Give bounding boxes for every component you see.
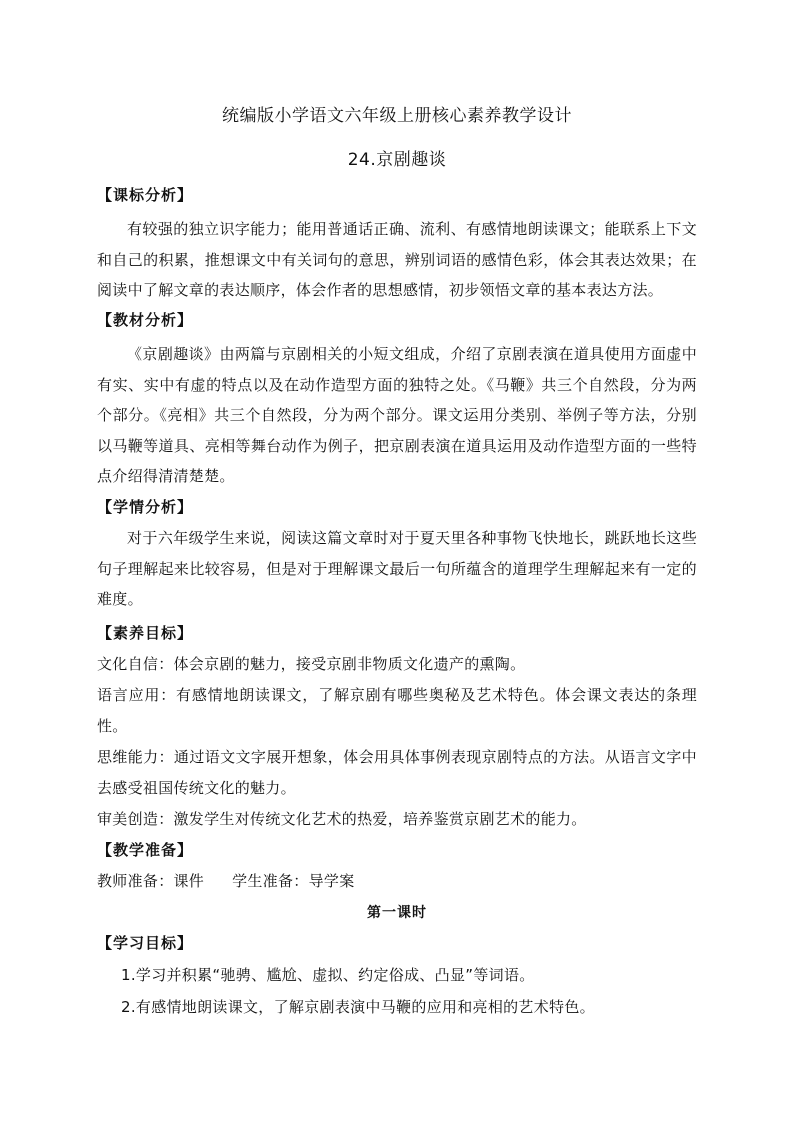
goal-aesthetic: 审美创造：激发学生对传统文化艺术的热爱，培养鉴赏京剧艺术的能力。 [97,810,587,828]
textbook-text: 《京剧趣谈》由两篇与京剧相关的小短文组成，介绍了京剧表演在道具使用方面虚中有实、实中有虚的特点以及在动作造型方面的独特之处。《马鞭》共三个自然段，分为两个部分。《亮相》共三个自然段，分为两个部分。课文运用分类别、举例子等方法，分别以马鞭等道具、亮相等舞台动作为例子，把京剧表演在道具运用及动作造型方面的一些特点介绍得清清楚楚。 [97,345,697,485]
learning-goal-2: 2.有感情地朗读课文，了解京剧表演中马鞭的应用和亮相的艺术特色。 [121,998,595,1016]
student-preparation: 学生准备：导学案 [232,872,355,890]
learning-goals-heading: 【学习目标】 [97,934,194,952]
students-text: 对于六年级学生来说，阅读这篇文章时对于夏天里各种事物飞快地长，跳跃地长这些句子理解起来比较容易，但是对于理解课文最后一句所蕴含的道理学生理解起来有一定的难度。 [97,529,697,608]
curriculum-text: 有较强的独立识字能力；能用普通话正确、流利、有感情地朗读课文；能联系上下文和自己的积累，推想课文中有关词句的意思，辨别词语的感情色彩，体会其表达效果；在阅读中了解文章的表达顺序，体会作者的思想感情，初步领悟文章的基本表达方法。 [97,220,697,299]
goal-culture: 文化自信：体会京剧的魅力，接受京剧非物质文化遗产的熏陶。 [97,655,526,673]
teacher-preparation: 教师准备：课件 [97,872,205,890]
document-title: 统编版小学语文六年级上册核心素养教学设计 [222,106,572,126]
lesson-title: 24.京剧趣谈 [347,150,447,170]
goal-thinking: 思维能力：通过语文文字展开想象，体会用具体事例表现京剧特点的方法。从语言文字中去感受祖国传统文化的魅力。 [97,748,697,797]
lesson-period-label: 第一课时 [367,905,427,921]
students-heading: 【学情分析】 [97,498,194,516]
curriculum-heading: 【课标分析】 [97,186,194,204]
goal-language: 语言应用：有感情地朗读课文，了解京剧有哪些奥秘及艺术特色。体会课文表达的条理性。 [97,686,697,735]
preparation-line [97,866,697,897]
textbook-heading: 【教材分析】 [97,311,194,329]
learning-goal-1: 1.学习并积累“驰骋、尴尬、虚拟、约定俗成、凸显”等词语。 [121,966,535,984]
preparation-heading: 【教学准备】 [97,841,194,859]
goals-heading: 【素养目标】 [97,624,194,642]
